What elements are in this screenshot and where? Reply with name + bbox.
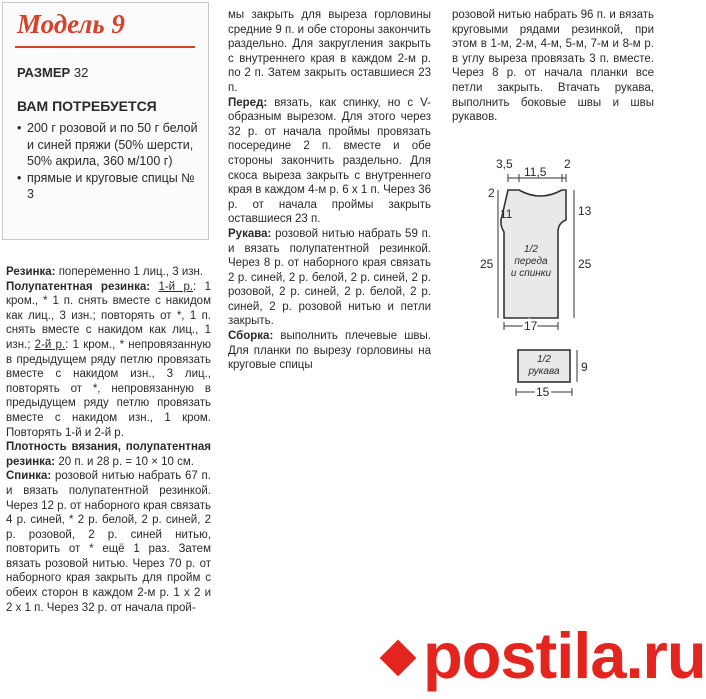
back-label: Спинка:: [6, 470, 52, 483]
dim-armhole-left: 11: [500, 207, 513, 221]
front-paragraph: [228, 96, 431, 227]
half-rib-label: Полупатентная резинка:: [6, 280, 151, 293]
back-paragraph: [6, 469, 211, 615]
dim-shoulder-left: 3,5: [496, 157, 513, 171]
watermark-text: postila.ru: [423, 619, 706, 692]
sleeve-label-1: 1/2: [537, 354, 551, 365]
rib-text: попеременно 1 лиц., 3 изн.: [58, 266, 204, 278]
sleeve-label-2: рукава: [528, 366, 560, 377]
row-1-text-end: 1 изн.;: [6, 324, 211, 351]
row-1-text: : 1 кром., * 1 п. снять вместе с накидом как лиц., 3 изн.; повторять от *, 1 п. снять вместе с накидом как лиц.,: [6, 280, 212, 337]
dim-shoulder-right: 2: [564, 157, 571, 171]
title-panel: [2, 2, 209, 240]
density-text: 20 п. и 28 р. = 10 × 10 см.: [58, 455, 194, 468]
body-label-2: переда: [514, 256, 548, 267]
title-divider: [15, 46, 195, 48]
requirement-text: 200 г розовой и по 50 г белой и синей пряжи (50% шерсти, 50% акрила, 360 м/100 г): [27, 121, 198, 168]
sleeve-piece: [516, 350, 588, 399]
row-1-label: 1-й р.: [158, 280, 194, 293]
size-label: РАЗМЕР: [17, 65, 71, 80]
assembly-continued: розовой нитью набрать 96 п. и вязать круговыми рядами резинкой, при этом в 1-м, 2-м, 4-м, 5-м, 7-м и 8-м р. в углу выреза провязать 3 п. вместе. Через 8 р. от начала планки все петли закрыть. Втачать рукава, выполнить боковые швы и швы рукавов.: [452, 9, 654, 124]
row-2-label: 2-й р.: [34, 338, 66, 351]
dim-neck-drop: 2: [488, 186, 495, 200]
bullet-icon: •: [17, 170, 22, 185]
dim-sleeve-height: 9: [581, 360, 588, 374]
assembly-paragraph: [228, 329, 431, 373]
dim-neck: 11,5: [524, 165, 547, 179]
rib-paragraph: [6, 265, 211, 280]
dim-armhole-right: 13: [578, 204, 592, 218]
assembly-label: Сборка:: [228, 330, 274, 343]
half-rib-paragraph: [6, 280, 211, 441]
back-text: розовой нитью набрать 67 п. и вязать полупатентной резинкой. Через 12 р. от наборного края связать 4 р. синей, * 2 р. белой, 2 р. синей, 2 р. розовой, 2 р. синей нитью, повторить от * ещё 1 раз. Затем вязать розовой нитью. Через 70 р. от наборного края закрыть для пройм с обеих сторон в каждом 2-м р. 1 х 2 и 2 х 1 п. Через 32 р. от начала прой-: [6, 470, 211, 614]
sleeve-text: розовой нитью набрать 59 п. и вязать полупатентной резинкой. Через 8 р. от наборного края связать 2 р. синей, 2 р. белой, 2 р. синей, 2 р. розовой, 2 р. синей, 2 р. белой, 2 р. синей, 2 р. розовой нитью и петли закрыть.: [228, 227, 431, 328]
body-label-1: 1/2: [524, 244, 538, 255]
dim-body-right: 25: [578, 257, 592, 271]
diamond-logo-icon: [380, 639, 417, 676]
size-value: 32: [73, 65, 89, 80]
site-watermark: [385, 618, 706, 693]
bullet-icon: •: [17, 121, 22, 135]
density-paragraph: [6, 440, 211, 469]
row-2-text: : 1 кром., * непровязанную в предыдущем ряду петлю провязать вместе с накидом изн., 3 лиц., повторять от *, непровязанную в предыдущем ряду петлю провязать вместе с накидом изн., 1 кром. Повторять 1-й и 2-й р.: [6, 338, 211, 439]
requirements-list: [17, 120, 205, 203]
sleeve-label: Рукава:: [228, 227, 272, 240]
back-continued: мы закрыть для выреза горловины средние 9 п. и обе стороны закончить раздельно. Для закругления закрыть с внутреннего края в каждом 2-м р. по 2 п. Затем закрыть оставшиеся 23 п.: [228, 9, 431, 94]
assembly-text: выполнить плечевые швы. Для планки по вырезу горловины на круговые спицы: [228, 330, 431, 372]
requirement-item: [17, 120, 205, 170]
text-column-2: [228, 8, 431, 373]
dim-sleeve-width: 15: [536, 385, 550, 399]
pattern-diagram: [478, 150, 660, 412]
front-label: Перед:: [228, 96, 268, 109]
requirements-heading: ВАМ ПОТРЕБУЕТСЯ: [17, 98, 157, 114]
text-column-3: [452, 8, 654, 125]
sleeve-paragraph: [228, 227, 431, 329]
model-title: Модель 9: [17, 9, 125, 39]
dim-body-left: 25: [480, 257, 494, 271]
text-column-1: [6, 265, 211, 615]
size-line: [17, 65, 88, 80]
dim-body-width: 17: [524, 319, 538, 333]
requirement-text: прямые и круговые спицы № 3: [27, 170, 195, 201]
front-text: вязать, как спинку, но с V-образным вырезом. Для этого через 32 р. от начала проймы провязать посередине 2 п. вместе и обе стороны закончить раздельно. Для скоса выреза закрыть с внутреннего края в каждом 4-м р. 6 х 1 п. Через 36 р. от начала проймы закрыть оставшиеся 23 п.: [228, 96, 431, 226]
requirement-item: [17, 170, 205, 203]
body-label-3: и спинки: [510, 268, 552, 279]
density-label: Плотность вязания, полупатентная резинка:: [6, 441, 211, 468]
rib-label: Резинка:: [6, 266, 56, 278]
